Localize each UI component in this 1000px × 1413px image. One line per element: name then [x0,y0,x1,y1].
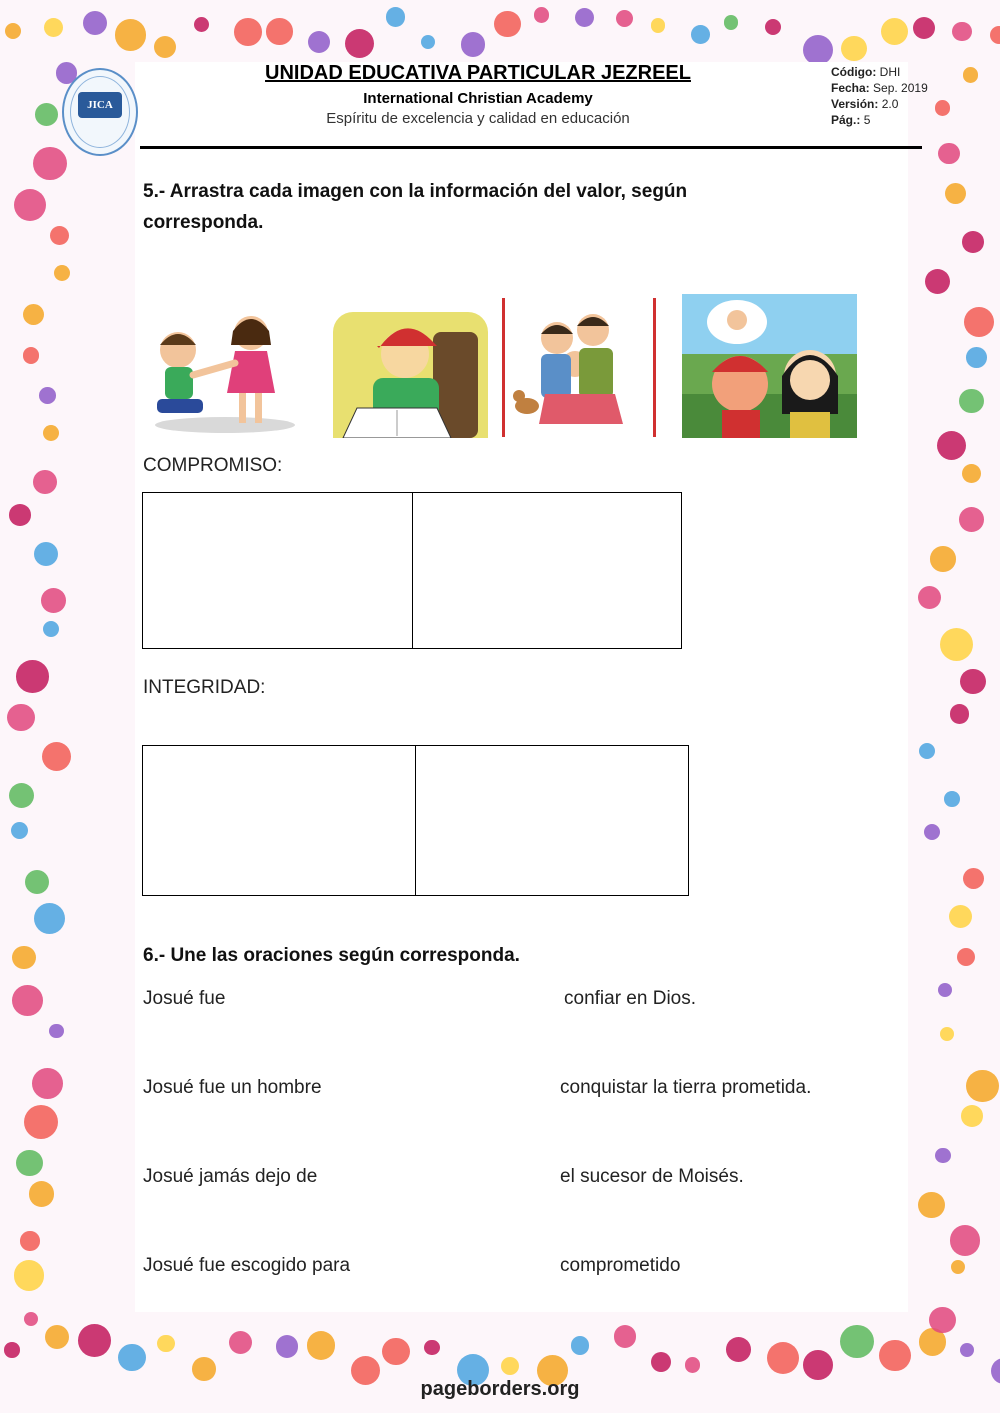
flower-decoration [25,870,49,894]
flower-decoration [32,1068,63,1099]
flower-decoration [929,1307,955,1333]
flower-decoration [39,387,56,404]
flower-decoration [950,1225,981,1256]
flower-decoration [9,504,31,526]
flower-decoration [930,546,955,571]
match-left-item-4[interactable]: Josué fue escogido para [143,1255,351,1276]
flower-decoration [724,15,739,30]
flower-decoration [918,586,941,609]
flower-decoration [918,1192,944,1218]
girl-and-boy-thinking-image[interactable] [682,294,857,438]
compromiso-drop-zones [142,492,682,649]
school-name: UNIDAD EDUCATIVA PARTICULAR JEZREEL [265,62,691,84]
section-label-compromiso: COMPROMISO: [143,455,283,476]
flower-decoration [937,431,966,460]
flower-decoration [14,1260,44,1290]
flower-decoration [494,11,521,38]
flower-decoration [962,231,984,253]
integridad-drop-zones [142,745,689,896]
flower-decoration [41,588,66,613]
flower-decoration [23,304,44,325]
flower-decoration [7,704,35,732]
flower-decoration [29,1181,54,1206]
school-logo [62,68,138,156]
document-meta [831,64,928,128]
flower-decoration [4,1342,20,1358]
flower-decoration [924,824,940,840]
school-motto: Espíritu de excelencia y calidad en educación [326,110,630,127]
flower-decoration [959,389,984,414]
flower-decoration [5,23,21,39]
flower-decoration [45,1325,69,1349]
flower-decoration [691,25,710,44]
meta-page: Pág.: 5 [831,113,871,127]
flower-decoration [940,628,973,661]
question-6-title: 6.- Une las oraciones según corresponda. [143,945,520,966]
flower-decoration [534,7,549,22]
flower-decoration [154,36,176,58]
meta-date: Fecha: Sep. 2019 [831,81,928,95]
integridad-drop-box-2[interactable] [415,746,688,895]
flower-decoration [945,183,966,204]
flower-decoration [651,18,665,32]
flower-decoration [276,1335,299,1358]
flower-decoration [803,35,833,65]
flower-decoration [34,903,65,934]
match-left-item-2[interactable]: Josué fue un hombre [143,1077,322,1098]
flower-decoration [234,18,262,46]
flower-decoration [266,18,292,44]
flower-decoration [963,67,979,83]
section-label-integridad: INTEGRIDAD: [143,677,266,698]
flower-decoration [78,1324,111,1357]
flower-decoration [803,1350,833,1380]
flower-decoration [83,11,107,35]
match-left-item-1[interactable]: Josué fue [143,988,226,1009]
flower-decoration [961,1105,983,1127]
flower-decoration [42,742,71,771]
compromiso-drop-box-1[interactable] [143,493,412,648]
flower-decoration [966,1070,999,1103]
flower-decoration [33,470,57,494]
flower-decoration [11,822,28,839]
flower-decoration [35,103,58,126]
flower-decoration [840,1325,873,1358]
flower-decoration [54,265,70,281]
compromiso-drop-box-2[interactable] [412,493,682,648]
children-helping-image[interactable] [143,305,308,435]
flower-decoration [966,347,987,368]
flower-decoration [50,226,69,245]
flower-decoration [382,1338,410,1366]
flower-decoration [43,425,59,441]
flower-decoration [963,868,984,889]
match-right-item-4[interactable]: comprometido [560,1255,681,1276]
meta-code: Código: DHI [831,65,901,79]
meta-version: Versión: 2.0 [831,97,899,111]
flower-decoration [952,22,972,42]
flower-decoration [421,35,435,49]
flower-decoration [24,1105,58,1139]
flower-decoration [386,7,406,27]
flower-decoration [935,100,950,115]
flower-decoration [16,660,49,693]
integridad-drop-box-1[interactable] [143,746,415,895]
match-right-item-3[interactable]: el sucesor de Moisés. [560,1166,744,1187]
flower-decoration [881,18,909,46]
match-left-item-3[interactable]: Josué jamás dejo de [143,1166,318,1187]
flower-decoration [575,8,594,27]
match-right-item-1[interactable]: confiar en Dios. [564,988,697,1009]
match-right-item-2[interactable]: conquistar la tierra prometida. [560,1077,812,1098]
question-5-title: 5.- Arrastra cada imagen con la información del valor, según corresponda. [143,181,688,233]
flower-decoration [192,1357,215,1380]
flower-decoration [194,17,209,32]
flower-decoration [12,946,35,969]
flower-decoration [767,1342,799,1374]
flower-decoration [964,307,994,337]
flower-decoration [16,1150,43,1177]
flower-decoration [157,1335,174,1352]
flower-decoration [12,985,43,1016]
family-hugging-image[interactable] [502,298,656,437]
flower-decoration [726,1337,751,1362]
flower-decoration [614,1325,636,1347]
flower-decoration [879,1340,911,1372]
flower-decoration [461,32,486,57]
flower-decoration [424,1340,440,1356]
logo-text: JICA [78,92,122,118]
flower-decoration [118,1344,145,1371]
flower-decoration [115,19,146,50]
pageborders-watermark: pageborders.org [420,1378,580,1400]
flower-decoration [23,347,40,364]
flower-decoration [616,10,633,27]
school-subtitle: International Christian Academy [363,90,593,107]
flower-decoration [20,1231,39,1250]
flower-decoration [841,36,866,61]
header-divider [140,146,922,149]
flower-decoration [571,1336,590,1355]
flower-decoration [959,507,984,532]
flower-decoration [960,669,985,694]
boy-studying-image[interactable] [333,312,488,438]
